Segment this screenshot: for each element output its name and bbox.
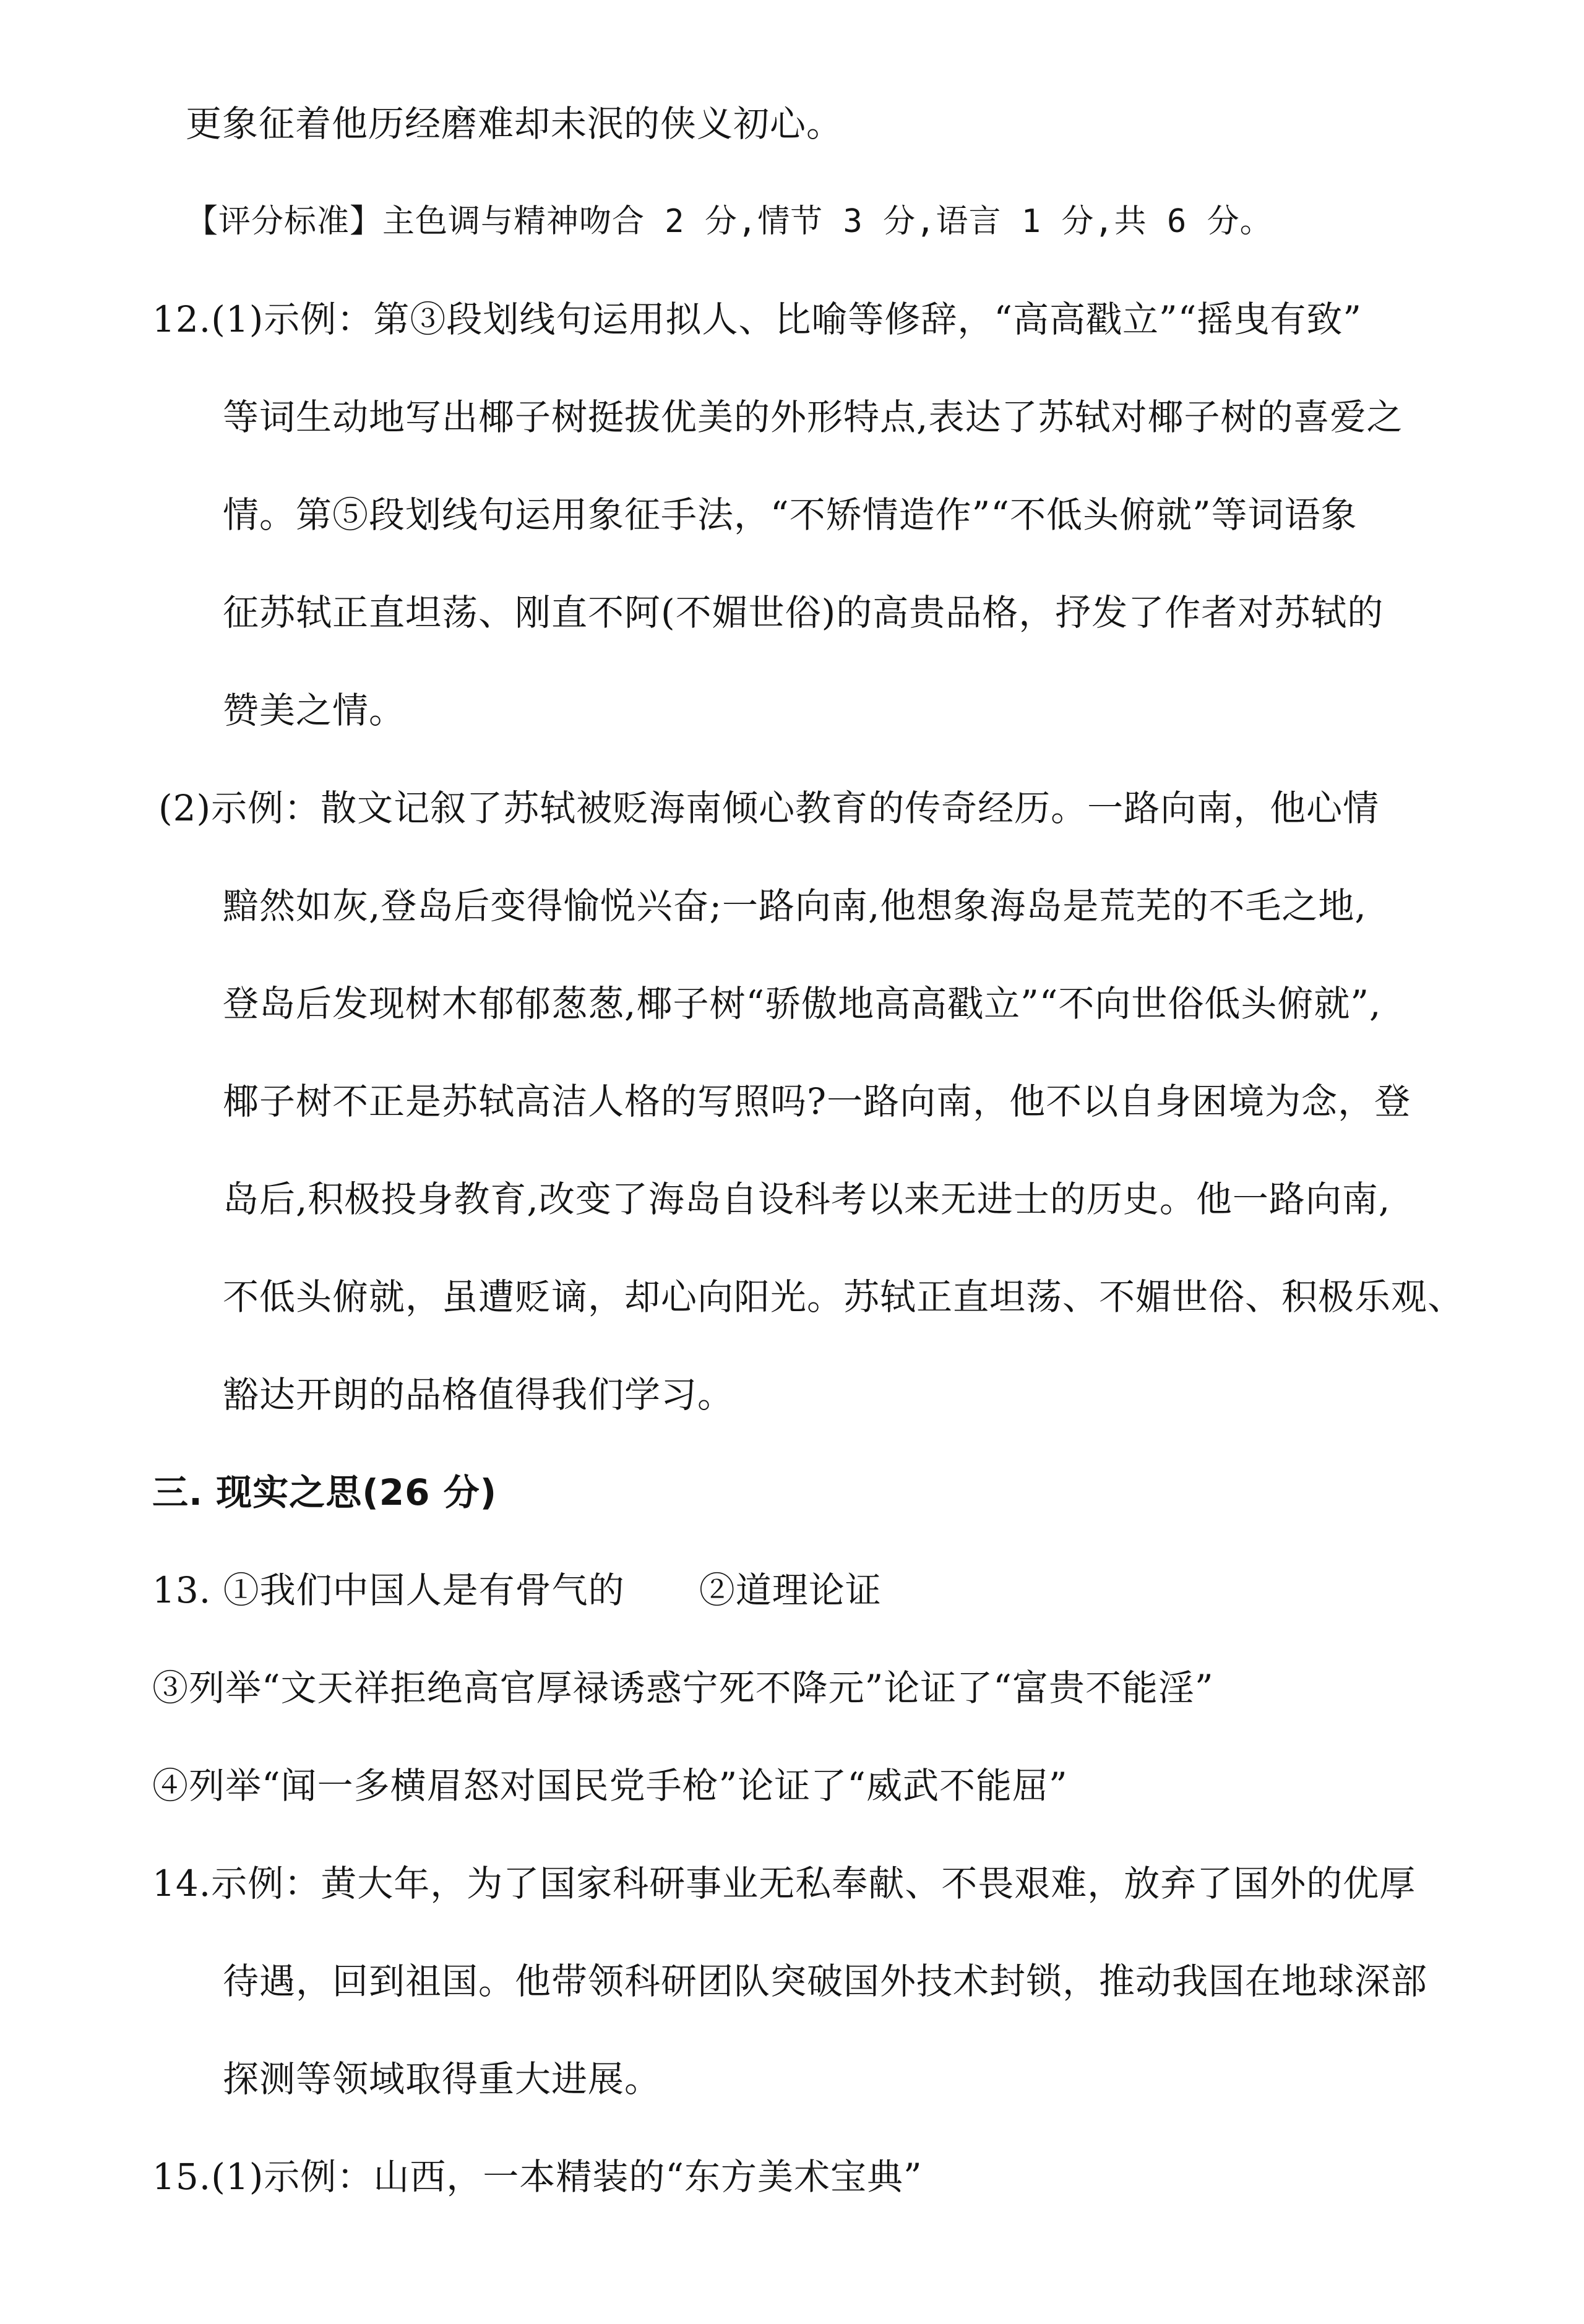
text-line: 岛后,积极投身教育,改变了海岛自设科考以来无进士的历史。他一路向南, [223,1178,1391,1220]
text-line: 15.(1)示例：山西，一本精装的“东方美术宝典” [152,2156,923,2198]
text-line: 待遇，回到祖国。他带领科研团队突破国外技术封锁，推动我国在地球深部 [223,1960,1428,2002]
text-line: 更象征着他历经磨难却未泯的侠义初心。 [186,103,843,145]
text-line: (2)示例：散文记叙了苏轼被贬海南倾心教育的传奇经历。一路向南，他心情 [158,787,1380,829]
answer-part-1: 13. ①我们中国人是有骨气的 [152,1569,625,1611]
text-line [152,1565,882,1615]
text-line: ④列举“闻一多横眉怒对国民党手枪”论证了“威武不能屈” [152,1765,1068,1807]
text-line: 14.示例：黄大年，为了国家科研事业无私奉献、不畏艰难，放弃了国外的优厚 [152,1862,1416,1904]
text-line: 登岛后发现树木郁郁葱葱,椰子树“骄傲地高高戳立”“不向世俗低头俯就”, [223,983,1382,1025]
text-line: 等词生动地写出椰子树挺拔优美的外形特点,表达了苏轼对椰子树的喜爱之 [223,396,1403,438]
text-line: 征苏轼正直坦荡、刚直不阿(不媚世俗)的高贵品格，抒发了作者对苏轼的 [223,592,1384,634]
text-line: 探测等领域取得重大进展。 [223,2058,661,2100]
text-line: 12.(1)示例：第③段划线句运用拟人、比喻等修辞，“高高戳立”“摇曳有致” [152,298,1362,340]
section-heading: 三. 现实之思(26 分) [152,1471,497,1513]
text-line: ③列举“文天祥拒绝高官厚禄诱惑宁死不降元”论证了“富贵不能淫” [152,1667,1214,1709]
text-line: 豁达开朗的品格值得我们学习。 [223,1374,734,1416]
scoring-criteria: 【评分标准】主色调与精神吻合 2 分,情节 3 分,语言 1 分,共 6 分。 [186,203,1273,240]
text-line: 情。第⑤段划线句运用象征手法，“不矫情造作”“不低头俯就”等词语象 [223,494,1358,536]
text-line: 赞美之情。 [223,689,406,731]
text-line: 椰子树不正是苏轼高洁人格的写照吗?一路向南，他不以自身困境为念，登 [223,1080,1411,1122]
text-line: 不低头俯就，虽遭贬谪，却心向阳光。苏轼正直坦荡、不媚世俗、积极乐观、 [223,1276,1465,1318]
text-line: 黯然如灰,登岛后变得愉悦兴奋;一路向南,他想象海岛是荒芜的不毛之地, [223,885,1367,927]
answer-part-2: ②道理论证 [699,1569,882,1611]
